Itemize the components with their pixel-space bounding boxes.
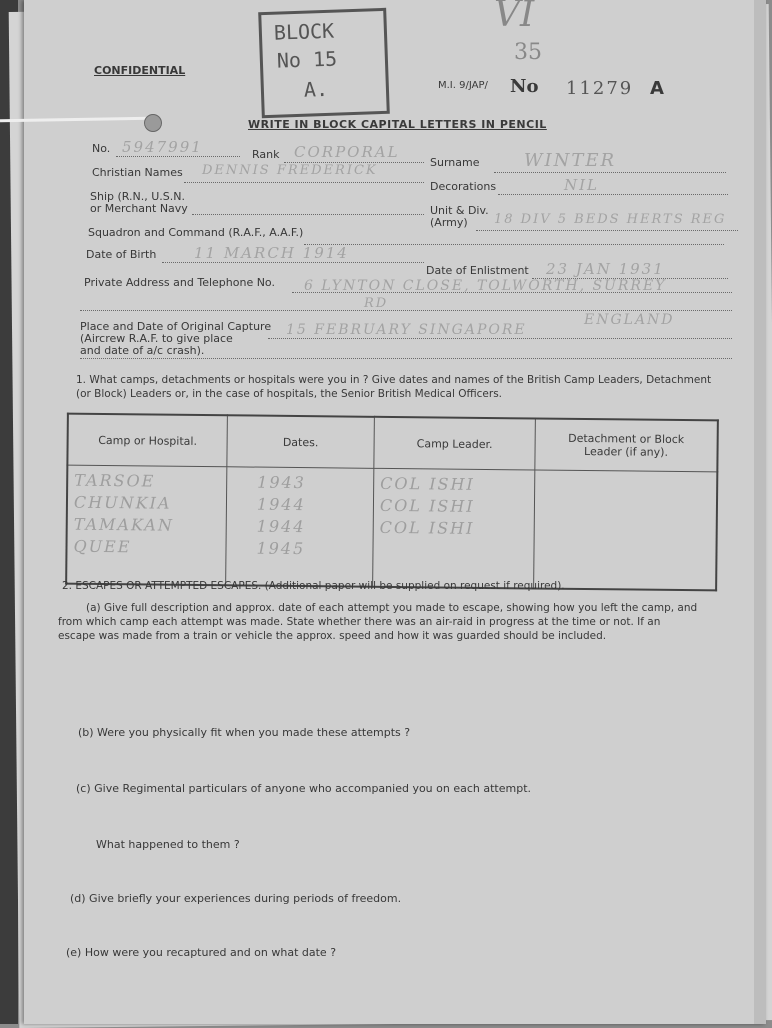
form-page	[24, 0, 766, 1024]
address-label: Private Address and Telephone No.	[84, 276, 275, 289]
address-line-2: RD	[364, 296, 389, 311]
header-detachment-leader: Detachment or Block Leader (if any).	[535, 418, 718, 471]
decorations-label: Decorations	[430, 180, 497, 193]
unit-label-2: (Army)	[430, 216, 468, 229]
detachment-column	[534, 470, 718, 590]
stamp-line-3: A.	[303, 76, 329, 102]
christian-names-label: Christian Names	[92, 166, 183, 179]
capture-label-2: (Aircrew R.A.F. to give place	[80, 332, 233, 345]
capture-label-3: and date of a/c crash).	[80, 344, 205, 357]
camp-column	[66, 465, 227, 585]
camps-table-header	[67, 414, 718, 472]
dob-label: Date of Birth	[86, 248, 157, 261]
enlistment-value: 23 JAN 1931	[546, 260, 665, 278]
camp-row-2: CHUNKIA	[73, 492, 172, 513]
christian-names-value: DENNIS FREDERICK	[202, 163, 378, 178]
q1-line-1: 1. What camps, detachments or hospitals were you in ? Give dates and names of the British Camp Leaders, Detachment	[76, 374, 712, 386]
address-line-1: 6 LYNTON CLOSE, TOLWORTH, SURREY	[304, 278, 667, 294]
unit-label-1: Unit & Div.	[430, 204, 489, 217]
header-dates: Dates.	[227, 415, 375, 468]
leader-row-1: COL ISHI	[380, 473, 475, 494]
surname-label: Surname	[430, 156, 480, 169]
stamp-line-2: No 15	[276, 46, 338, 73]
number-value: 11279	[566, 78, 634, 99]
confidential-label: CONFIDENTIAL	[94, 64, 186, 77]
date-row-1: 1943	[257, 472, 307, 493]
q2e: (e) How were you recaptured and on what date ?	[66, 946, 337, 959]
rank-value: CORPORAL	[294, 143, 400, 161]
q2-heading: 2. ESCAPES OR ATTEMPTED ESCAPES. (Additional paper will be supplied on request if required).	[62, 580, 565, 592]
instruction-heading: WRITE IN BLOCK CAPITAL LETTERS IN PENCIL	[248, 118, 547, 131]
capture-value: 15 FEBRUARY SINGAPORE	[286, 322, 527, 338]
stamp-line-1: BLOCK	[273, 18, 335, 45]
header-camp: Camp or Hospital.	[67, 414, 227, 467]
rank-label: Rank	[252, 148, 280, 161]
q2c: (c) Give Regimental particulars of anyone who accompanied you on each attempt.	[76, 782, 532, 795]
decorations-value: NIL	[564, 176, 600, 194]
date-row-2: 1944	[256, 494, 306, 515]
block-stamp	[258, 8, 390, 118]
q1-line-2: (or Block) Leaders or, in the case of hospitals, the Senior British Medical Officers.	[76, 388, 503, 400]
q2b: (b) Were you physically fit when you made these attempts ?	[78, 726, 411, 739]
corner-mark-2: 35	[514, 40, 542, 65]
address-line-3: ENGLAND	[584, 312, 675, 328]
unit-value: 18 DIV 5 BEDS HERTS REG	[494, 212, 727, 227]
form-code: M.I. 9/JAP/	[438, 80, 488, 91]
leader-row-3: COL ISHI	[379, 517, 475, 538]
ship-label-1: Ship (R.N., U.S.N.	[90, 190, 185, 203]
no-label: No.	[92, 142, 111, 155]
surname-value: WINTER	[524, 150, 617, 171]
leader-row-2: COL ISHI	[379, 495, 475, 516]
header-camp-leader: Camp Leader.	[374, 417, 536, 470]
camps-table	[65, 413, 719, 592]
q2-what-happened: What happened to them ?	[96, 838, 240, 851]
q2a-line-2: from which camp each attempt was made. State whether there was an air-raid in progress at the time or not. If an	[58, 616, 661, 628]
punch-hole	[144, 114, 162, 132]
dates-column	[226, 467, 374, 587]
dob-value: 11 MARCH 1914	[194, 244, 349, 262]
q2d: (d) Give briefly your experiences during periods of freedom.	[70, 892, 402, 905]
ship-label-2: or Merchant Navy	[90, 202, 188, 215]
q2a-line-3: escape was made from a train or vehicle the approx. speed and how it was guarded should be included.	[58, 630, 607, 642]
camp-row-4: QUEE	[73, 536, 132, 557]
camps-table-body	[66, 465, 717, 590]
q2a-line-1: (a) Give full description and approx. date of each attempt you made to escape, showing how you left the camp, and	[86, 602, 698, 614]
date-row-3: 1944	[256, 516, 306, 537]
corner-mark-1: VI	[494, 0, 535, 35]
date-row-4: 1945	[256, 538, 306, 559]
leader-column	[373, 468, 535, 588]
camp-row-3: TAMAKAN	[73, 514, 175, 535]
number-suffix: A	[650, 78, 664, 99]
camp-row-1: TARSOE	[74, 470, 156, 491]
squadron-label: Squadron and Command (R.A.F., A.A.F.)	[88, 226, 304, 239]
no-value: 5947991	[122, 138, 203, 156]
capture-label-1: Place and Date of Original Capture	[80, 320, 272, 333]
number-label: No	[510, 76, 539, 97]
enlistment-label: Date of Enlistment	[426, 264, 529, 277]
